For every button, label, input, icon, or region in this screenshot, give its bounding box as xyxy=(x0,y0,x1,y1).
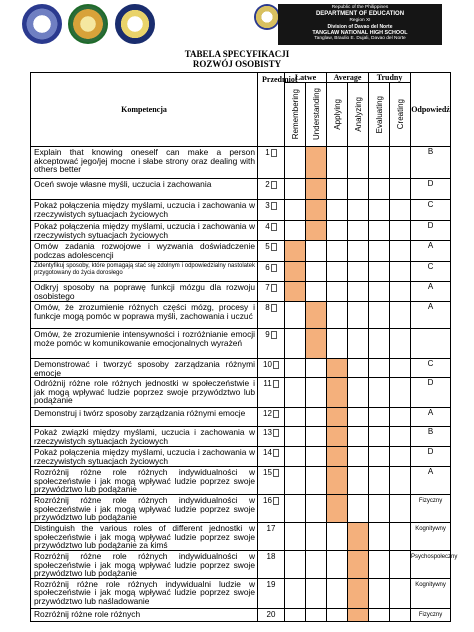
item-number: 18 xyxy=(266,551,276,561)
competency-cell: Rozróżnij różne role różnych xyxy=(31,608,258,621)
item-number: 4 xyxy=(265,222,270,231)
table-row xyxy=(31,494,451,522)
table-body xyxy=(31,147,458,622)
level-cell xyxy=(285,408,306,427)
competency-cell: Demonstruj i twórz sposoby zarządzania różnymi emocje xyxy=(31,408,258,427)
level-cell xyxy=(348,467,369,495)
level-cell xyxy=(306,427,327,447)
answer-header: Odpowiedź xyxy=(411,73,451,147)
item-number: 10 xyxy=(263,360,272,369)
table-row xyxy=(31,608,451,621)
item-number: 11 xyxy=(263,379,272,389)
department-text: DEPARTMENT OF EDUCATION xyxy=(315,11,405,17)
answer-cell: Kognitywny xyxy=(411,578,451,608)
level-cell xyxy=(327,200,348,221)
level-cell xyxy=(369,359,390,378)
answer-cell: C xyxy=(411,359,451,378)
level-cell xyxy=(306,329,327,359)
average-group-header: Average xyxy=(327,73,369,83)
level-cell xyxy=(369,447,390,467)
competency-cell: Pokaż połączenia między myślami, uczucia i zachowania w rzeczywistych sytuacjach życiowych xyxy=(31,221,258,241)
level-cell xyxy=(390,221,411,241)
level-cell xyxy=(369,179,390,200)
title-line-1: TABELA SPECYFIKACJI xyxy=(184,49,290,59)
answer-cell: Psychospołeczny xyxy=(411,550,451,578)
item-number: 13 xyxy=(263,428,272,438)
level-cell xyxy=(390,578,411,608)
table-row xyxy=(31,378,451,408)
level-cell xyxy=(390,359,411,378)
region-text: Region XI xyxy=(349,18,371,23)
level-cell xyxy=(348,378,369,408)
level-cell xyxy=(369,221,390,241)
level-cell xyxy=(327,147,348,179)
checkbox-icon xyxy=(273,429,279,437)
item-number-cell xyxy=(258,427,285,447)
level-cell xyxy=(369,608,390,621)
table-row xyxy=(31,200,451,221)
understanding-header: Understanding xyxy=(306,83,327,147)
table-row xyxy=(31,447,451,467)
item-number: 19 xyxy=(266,579,276,589)
level-cell xyxy=(285,221,306,241)
table-row xyxy=(31,147,451,179)
level-cell xyxy=(306,282,327,302)
level-cell xyxy=(369,302,390,329)
difficult-group-header: Trudny xyxy=(369,73,411,83)
item-number: 12 xyxy=(263,409,272,419)
checkbox-icon xyxy=(271,149,277,157)
analyzing-header: Analyzing xyxy=(348,83,369,147)
level-cell xyxy=(306,302,327,329)
level-cell xyxy=(327,221,348,241)
item-number-cell xyxy=(258,329,285,359)
level-cell xyxy=(369,329,390,359)
table-row xyxy=(31,550,451,578)
item-number: 15 xyxy=(263,468,272,478)
level-cell xyxy=(285,179,306,200)
competency-cell: Odróżnij różne role różnych jednostki w społeczeństwie i jak mogą wpływać ludzie poprzez swoje przywództwo lub podążanie xyxy=(31,378,258,408)
item-number-cell xyxy=(258,282,285,302)
level-cell xyxy=(327,408,348,427)
checkbox-icon xyxy=(273,410,279,418)
table-row xyxy=(31,282,451,302)
level-cell xyxy=(285,282,306,302)
level-cell xyxy=(285,522,306,550)
level-cell xyxy=(390,282,411,302)
item-number: 5 xyxy=(265,242,270,251)
answer-cell: Fizyczny xyxy=(411,494,451,522)
item-number-cell xyxy=(258,359,285,378)
item-number-cell xyxy=(258,550,285,578)
level-cell xyxy=(348,359,369,378)
table-row xyxy=(31,522,451,550)
answer-cell xyxy=(411,329,451,359)
competency-cell: Pokaż związki między myślami, uczucia i zachowania w rzeczywistych sytuacjach życiowych xyxy=(31,427,258,447)
answer-cell: A xyxy=(411,282,451,302)
level-cell xyxy=(306,408,327,427)
competency-cell: Odkryj sposoby na poprawę funkcji mózgu dla rozwoju osobistego xyxy=(31,282,258,302)
level-cell xyxy=(348,550,369,578)
competency-cell: Explain that knowing oneself can make a person akceptować jego/jej mocne i słabe strony oraz dealing with others better xyxy=(31,147,258,179)
level-cell xyxy=(390,200,411,221)
competency-cell: Oceń swoje własne myśli, uczucia i zachowania xyxy=(31,179,258,200)
level-cell xyxy=(369,408,390,427)
level-cell xyxy=(348,522,369,550)
level-cell xyxy=(285,241,306,262)
item-number: 8 xyxy=(265,303,270,312)
answer-cell: Fizyczny xyxy=(411,608,451,621)
level-cell xyxy=(285,494,306,522)
level-cell xyxy=(327,550,348,578)
answer-cell: C xyxy=(411,200,451,221)
checkbox-icon xyxy=(271,181,277,189)
item-number: 20 xyxy=(266,609,276,619)
level-cell xyxy=(306,467,327,495)
level-cell xyxy=(390,608,411,621)
competency-cell: Omów, że zrozumienie różnych części mózg, procesy i funkcje mogą pomóc w poprawa myśli, zachowania i uczuć xyxy=(31,302,258,329)
deped-seal-logo xyxy=(254,4,280,30)
level-cell xyxy=(306,447,327,467)
school-header xyxy=(0,0,474,46)
republic-text: Republic of the Philippines xyxy=(331,5,389,10)
competency-cell: Pokaż połączenia między myślami, uczucia i zachowania w rzeczywistych sytuacjach życiowych xyxy=(31,200,258,221)
level-cell xyxy=(306,221,327,241)
item-number-cell xyxy=(258,241,285,262)
level-cell xyxy=(306,608,327,621)
item-number: 16 xyxy=(263,495,272,505)
checkbox-icon xyxy=(271,331,277,339)
item-number: 6 xyxy=(265,263,270,272)
level-cell xyxy=(369,522,390,550)
checkbox-icon xyxy=(271,243,277,251)
level-cell xyxy=(327,282,348,302)
school-seal-logo xyxy=(22,4,62,44)
table-row xyxy=(31,241,451,262)
level-cell xyxy=(327,302,348,329)
checkbox-icon xyxy=(271,202,277,210)
table-row xyxy=(31,427,451,447)
level-cell xyxy=(327,329,348,359)
level-cell xyxy=(327,262,348,282)
level-cell xyxy=(285,467,306,495)
checkbox-icon xyxy=(271,284,277,292)
checkbox-icon xyxy=(273,497,279,505)
table-row xyxy=(31,179,451,200)
competency-cell: Rozróżnij różne role różnych indywidualności w społeczeństwie i jak mogą wpływać ludzie poprzez swoje przywództwo lub podążanie xyxy=(31,494,258,522)
competency-cell: Demonstrować i tworzyć sposoby zarządzania różnymi emocje xyxy=(31,359,258,378)
item-number: 7 xyxy=(265,283,270,292)
answer-cell: B xyxy=(411,147,451,179)
level-cell xyxy=(390,329,411,359)
competency-cell: Distinguish the various roles of different jednostki w społeczeństwie i jak mogą wpływać ludzie poprzez swoje przywództwo lub podążanie za kimś xyxy=(31,522,258,550)
high-school-logo xyxy=(115,4,155,44)
level-cell xyxy=(369,147,390,179)
competency-cell: Omów zadania rozwojowe i wyzwania doświadczenie podczas adolescencji xyxy=(31,241,258,262)
level-cell xyxy=(369,200,390,221)
competency-header: Kompetencja xyxy=(31,73,258,147)
checkbox-icon xyxy=(271,264,277,272)
deped-banner xyxy=(278,4,442,45)
item-number-cell xyxy=(258,467,285,495)
school-name-text: TANGLAW NATIONAL HIGH SCHOOL xyxy=(312,30,408,36)
level-cell xyxy=(369,262,390,282)
easy-group-header: Łatwe xyxy=(285,73,327,83)
level-cell xyxy=(390,179,411,200)
level-cell xyxy=(369,494,390,522)
table-row xyxy=(31,359,451,378)
level-cell xyxy=(390,147,411,179)
level-cell xyxy=(348,302,369,329)
level-cell xyxy=(348,578,369,608)
level-cell xyxy=(327,578,348,608)
level-cell xyxy=(369,467,390,495)
answer-cell: A xyxy=(411,241,451,262)
table-row xyxy=(31,408,451,427)
item-number-cell xyxy=(258,262,285,282)
level-cell xyxy=(369,378,390,408)
competency-cell: Omów, że zrozumienie intensywności i rozróżnianie emocji może pomóc w komunikowanie emocjonalnych wyrażeń xyxy=(31,329,258,359)
checkbox-icon xyxy=(273,449,279,457)
level-cell xyxy=(327,427,348,447)
level-cell xyxy=(390,378,411,408)
item-number-cell xyxy=(258,378,285,408)
item-number: 14 xyxy=(263,448,272,458)
checkbox-icon xyxy=(273,361,279,369)
item-number-cell xyxy=(258,578,285,608)
level-cell xyxy=(285,608,306,621)
item-number: 1 xyxy=(265,148,270,157)
checkbox-icon xyxy=(271,304,277,312)
item-number-cell xyxy=(258,447,285,467)
item-number-cell xyxy=(258,494,285,522)
answer-cell: D xyxy=(411,179,451,200)
level-cell xyxy=(348,408,369,427)
level-cell xyxy=(390,241,411,262)
table-row xyxy=(31,329,451,359)
table-row xyxy=(31,262,451,282)
level-cell xyxy=(306,200,327,221)
specification-table xyxy=(30,72,458,622)
level-cell xyxy=(327,447,348,467)
level-cell xyxy=(369,578,390,608)
level-cell xyxy=(390,494,411,522)
item-number-cell xyxy=(258,147,285,179)
level-cell xyxy=(390,408,411,427)
level-cell xyxy=(369,550,390,578)
answer-cell: A xyxy=(411,408,451,427)
level-cell xyxy=(306,494,327,522)
table-row xyxy=(31,467,451,495)
level-cell xyxy=(348,200,369,221)
level-cell xyxy=(390,447,411,467)
competency-cell: Pokaż połączenia między myślami, uczucia i zachowania w rzeczywistych sytuacjach życiowych xyxy=(31,447,258,467)
answer-cell: D xyxy=(411,447,451,467)
level-cell xyxy=(327,359,348,378)
level-cell xyxy=(306,241,327,262)
level-cell xyxy=(306,262,327,282)
level-cell xyxy=(306,550,327,578)
table-row xyxy=(31,578,451,608)
answer-cell: B xyxy=(411,427,451,447)
item-number-cell xyxy=(258,408,285,427)
level-cell xyxy=(348,262,369,282)
level-cell xyxy=(306,378,327,408)
level-cell xyxy=(327,179,348,200)
checkbox-icon xyxy=(271,223,277,231)
level-cell xyxy=(348,329,369,359)
level-cell xyxy=(285,262,306,282)
item-number-cell xyxy=(258,200,285,221)
creating-header: Creating xyxy=(390,83,411,147)
level-cell xyxy=(285,200,306,221)
level-cell xyxy=(348,282,369,302)
level-cell xyxy=(285,427,306,447)
item-number: 3 xyxy=(265,201,270,210)
item-number: 17 xyxy=(266,523,276,533)
division-text: Division of Davao del Norte xyxy=(327,24,393,30)
level-cell xyxy=(348,608,369,621)
level-cell xyxy=(369,427,390,447)
applying-header: Applying xyxy=(327,83,348,147)
level-cell xyxy=(348,241,369,262)
remembering-header: Remembering xyxy=(285,83,306,147)
level-cell xyxy=(285,578,306,608)
item-number-cell xyxy=(258,608,285,621)
level-cell xyxy=(327,241,348,262)
answer-cell: A xyxy=(411,467,451,495)
level-cell xyxy=(285,550,306,578)
level-cell xyxy=(390,550,411,578)
answer-cell: C xyxy=(411,262,451,282)
level-cell xyxy=(327,378,348,408)
item-number: 9 xyxy=(265,330,270,339)
competency-cell: Rozróżnij różne role różnych indywidualności w społeczeństwie i jak mogą wpływać ludzie poprzez swoje przywództwo lub podążanie xyxy=(31,467,258,495)
level-cell xyxy=(348,179,369,200)
item-number: 2 xyxy=(265,180,270,189)
level-cell xyxy=(390,427,411,447)
item-number-cell xyxy=(258,221,285,241)
level-cell xyxy=(306,359,327,378)
level-cell xyxy=(348,221,369,241)
title-line-2: ROZWÓJ OSOBISTY xyxy=(192,59,282,69)
level-cell xyxy=(390,467,411,495)
answer-cell: A xyxy=(411,302,451,329)
level-cell xyxy=(306,179,327,200)
level-cell xyxy=(348,494,369,522)
table-row xyxy=(31,221,451,241)
level-cell xyxy=(327,522,348,550)
item-number-cell xyxy=(258,179,285,200)
level-cell xyxy=(306,578,327,608)
answer-cell: Kognitywny xyxy=(411,522,451,550)
item-number-header: Przedmiot xyxy=(258,73,285,147)
item-number-cell xyxy=(258,302,285,329)
level-cell xyxy=(285,359,306,378)
level-cell xyxy=(369,241,390,262)
level-cell xyxy=(369,282,390,302)
level-cell xyxy=(348,147,369,179)
checkbox-icon xyxy=(273,380,279,388)
level-cell xyxy=(285,329,306,359)
level-cell xyxy=(306,522,327,550)
competency-cell: Rozróżnij różne role różnych indywidualności w społeczeństwie i jak mogą wpływać ludzie poprzez swoje przywództwo lub podążanie xyxy=(31,550,258,578)
address-text: Tanglaw, Braulio E. Dujali, Davao del Norte xyxy=(314,36,406,41)
level-cell xyxy=(327,608,348,621)
item-number-cell xyxy=(258,522,285,550)
level-cell xyxy=(285,447,306,467)
level-cell xyxy=(390,262,411,282)
level-cell xyxy=(306,147,327,179)
table-row xyxy=(31,302,451,329)
level-cell xyxy=(390,302,411,329)
level-cell xyxy=(390,522,411,550)
level-cell xyxy=(348,447,369,467)
division-seal-logo xyxy=(68,4,108,44)
level-cell xyxy=(285,302,306,329)
level-cell xyxy=(348,427,369,447)
answer-cell: D xyxy=(411,221,451,241)
checkbox-icon xyxy=(273,469,279,477)
answer-cell: D xyxy=(411,378,451,408)
level-cell xyxy=(327,494,348,522)
level-cell xyxy=(327,467,348,495)
evaluating-header: Evaluating xyxy=(369,83,390,147)
competency-cell: Zidentyfikuj sposoby, które pomagają stać się zdolnym i odpowiedzialny nastolatek przygotowany do życia dorosłego xyxy=(31,262,258,282)
competency-cell: Rozróżnij różne role różnych indywidualni ludzie w społeczeństwie i jak mogą wpływać ludzie poprzez swoje przywództwo lub naśladowanie xyxy=(31,578,258,608)
level-cell xyxy=(285,378,306,408)
level-cell xyxy=(285,147,306,179)
